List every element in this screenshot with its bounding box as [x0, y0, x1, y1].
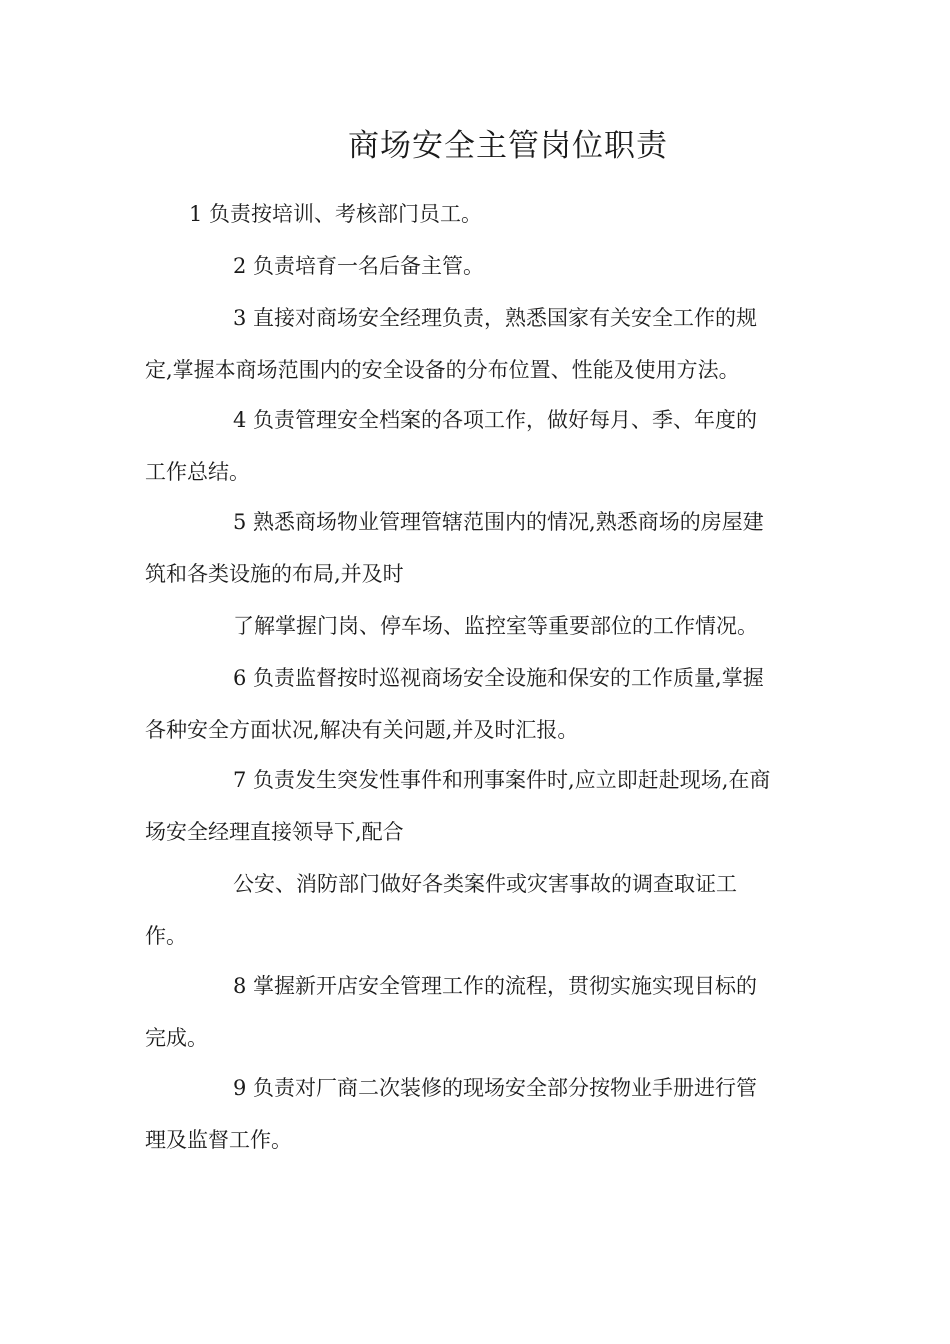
paragraph-line: 5 熟悉商场物业管理管辖范围内的情况,熟悉商场的房屋建 [233, 510, 764, 534]
paragraph-2 [145, 240, 805, 292]
paragraph-line: 定,掌握本商场范围内的安全设备的分布位置、性能及使用方法。 [145, 358, 740, 382]
document-title: 商场安全主管岗位职责 [348, 128, 668, 164]
paragraph-7-continuation [145, 858, 805, 962]
paragraph-line: 2 负责培育一名后备主管。 [233, 254, 485, 278]
paragraph-3 [145, 292, 805, 396]
paragraph-line: 9 负责对厂商二次装修的现场安全部分按物业手册进行管 [233, 1076, 758, 1100]
paragraph-7 [145, 754, 805, 858]
paragraph-line: 3 直接对商场安全经理负责，熟悉国家有关安全工作的规 [233, 306, 758, 330]
paragraph-line: 公安、消防部门做好各类案件或灾害事故的调查取证工 [233, 872, 737, 896]
paragraph-line: 6 负责监督按时巡视商场安全设施和保安的工作质量,掌握 [233, 666, 764, 690]
paragraph-1 [145, 188, 805, 240]
paragraph-9 [145, 1062, 805, 1166]
paragraph-line: 7 负责发生突发性事件和刑事案件时,应立即赶赴现场,在商 [233, 768, 771, 792]
paragraph-8 [145, 960, 805, 1064]
paragraph-line: 完成。 [145, 1026, 208, 1050]
paragraph-5 [145, 496, 805, 600]
paragraph-line: 了解掌握门岗、停车场、监控室等重要部位的工作情况。 [233, 614, 758, 638]
paragraph-line: 作。 [145, 924, 187, 948]
paragraph-line: 筑和各类设施的布局,并及时 [145, 562, 404, 586]
paragraph-line: 场安全经理直接领导下,配合 [145, 820, 404, 844]
paragraph-line: 工作总结。 [145, 460, 250, 484]
paragraph-line: 8 掌握新开店安全管理工作的流程，贯彻实施实现目标的 [233, 974, 758, 998]
paragraph-line: 各种安全方面状况,解决有关问题,并及时汇报。 [145, 718, 579, 742]
paragraph-line: 理及监督工作。 [145, 1128, 292, 1152]
paragraph-5-continuation [145, 600, 805, 652]
paragraph-line: 1 负责按培训、考核部门员工。 [189, 202, 483, 226]
paragraph-6 [145, 652, 805, 756]
paragraph-line: 4 负责管理安全档案的各项工作，做好每月、季、年度的 [233, 408, 758, 432]
paragraph-4 [145, 394, 805, 498]
